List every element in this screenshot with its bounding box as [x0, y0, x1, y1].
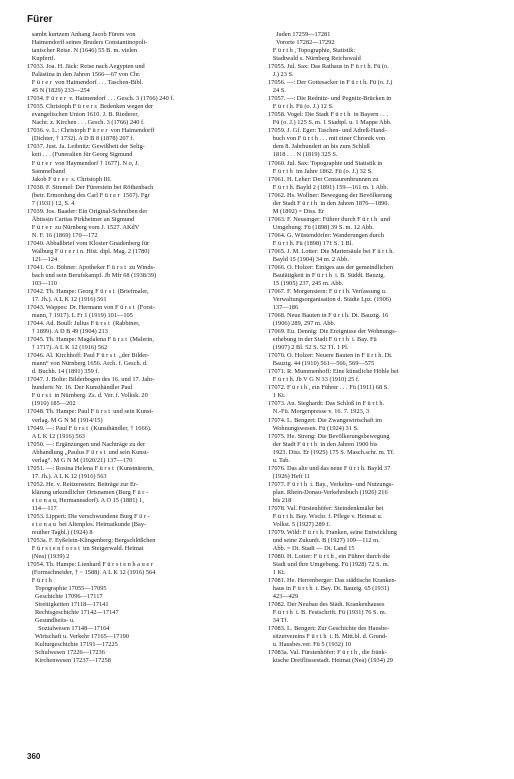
- bibliography-entry: 17083a. Val. Fürstenhöfer: F ü r t h , die fränk- kische Dreiflüssestadt. Heimat (Nea) (1934) 29: [268, 649, 393, 665]
- bibliography-entry: 17049. —: Paul F ü r s t (Kunsthändler, † 1666). A L K 12 (1916) 563: [27, 424, 152, 440]
- bibliography-entry: 17072. F ü r t h , ein Führer . . . Fü (1911) 68 S. 1 Kt.: [268, 384, 389, 400]
- bibliography-entry: 17055. Jul. Sax: Das Rathaus in F ü r t h. Fü (o. J.) 23 S.: [268, 63, 389, 79]
- bibliography-entry: 17053a. F. Eyßelein-Klingenberg: Bergschlößchen F ü r s t e n f o r s t im Steigerwald. Heimat (Nea) (1939) 2: [27, 536, 156, 561]
- bibliography-entry: 17073. Au. Sieghardt: Das Schloß in F ü r t h. N.-Fü. Morgenpresse v. 16. 7. 1923, 3: [268, 400, 385, 416]
- running-head: Fürer: [27, 14, 53, 25]
- left-column: [27, 31, 259, 665]
- bibliography-entry: 17053. Lippert: Die verschwundene Burg F ü r - s t e n a u bei Altenplos. Heimatkunde (Bay- reuther Tagbl.) (1924) 8: [27, 512, 150, 536]
- bibliography-entry: 17048. Th. Hampe: Paul F ü r s t und sein Kunst- verlag. M G N M (1914/15): [27, 408, 154, 424]
- bibliography-entry: Juden 17259—17281 Vororte 17282—17292 F ü r t h , Topographie, Statistik: Stadtwald s. Nürnberg Reichswald: [272, 31, 361, 63]
- page-number: 360: [27, 752, 41, 761]
- right-column: [268, 31, 500, 665]
- bibliography-entry: 17059. J. Gf. Eger: Taschen- und Adreß-Hand- buch von F ü r t h . . . mit einer Chronik von dem 8. Jahrhundert an bis zum Schluß 1818 . . . N (1819) 325 S.: [268, 127, 387, 159]
- bibliography-entry: 17074. L. Bengert: Die Zwangswirtschaft im Wohnungswesen. Fü (1924) 31 S.: [268, 416, 382, 432]
- bibliography-entry: 17070. O. Holzer: Neuere Bauten in F ü r t h. Dt. Bauztg. 44 (1910) 561—566, 569—575: [268, 352, 393, 368]
- bibliography-entry: 17043. Wappes: Dr. Hermann von F ü r s t (Forst- mann, † 1917). L Fr 1 (1919) 101—105: [27, 304, 155, 320]
- bibliography-entry: 17063. F. Neusinger: Führer durch F ü r t h und Umgebung. Fü (1898) 39 S. m. 12 Abb.: [268, 215, 390, 231]
- bibliography-entry: 17058. Vogel: Die Stadt F ü r t h in Bayern . . . Fü (o. J.) 125 S. m. 1 Stadtpl. u. 1 Mappe Abb.: [268, 111, 392, 127]
- bibliography-entry: 17054. Th. Hampe: Lienhard F ü r s t e n h a u e r (Formschneider, † ~ 1588). A L K 12 (1916) 564 F ü r t h: [27, 561, 156, 585]
- bibliography-entry: 17046. Al. Kirchhoff: Paul F ü r s t „der Bilder- mann“ von Nürnberg 1656. Arch. f. Gesch. d. d. Buchh. 14 (1891) 359 f.: [27, 352, 150, 376]
- bibliography-entry: 17051. —: Rosina Helena F ü r s t (Kunstnärerin, 17. Jh.). A L K 12 (1916) 563: [27, 464, 154, 480]
- bibliography-entry: 17077. F ü r t h i. Bay., Verkehrs- und Nutzungs- plan. Rhein-Donau-Verkehrsbuch (1926) 216 bis 218: [268, 480, 394, 504]
- bibliography-entry: 17081. He. Herrenberger: Das städtische Kranken- haus in F ü r t h i. Bay. Dt. Bauztg. 65 (1931) 423—429: [268, 577, 397, 601]
- bibliography-entry: 17036. v. L.: Christoph F ü r e r von Haimendorff (Dichter, † 1732). A D B 8 (1878) 207 f.: [27, 127, 155, 143]
- bibliography-entry: 17075. He. Streng: Die Bevölkerungsbewegung der Stadt F ü r t h in den Jahren 1900 bis 1923. Diss. Er (1925) 175 S. Masch.schr. m. Tf. u. Tab.: [268, 432, 395, 464]
- bibliography-entry: 17062. Hs. Wollner: Bewegung der Bevölkerung der Stadt F ü r t h in den Jahren 1876—1890. M (1892) = Diss. Er: [268, 191, 392, 215]
- bibliography-entry: 17045. Th. Hampe: Magdalena F ü r s t (Malerin, † 1717). A L K 12 (1916) 562: [27, 336, 154, 352]
- bibliography-entry: 17064. G. Wüstendörfer: Wanderungen durch F ü r t h. Fü (1898) 171 S. 1 Bl.: [268, 231, 384, 247]
- bibliography-entry: 17038. F. Stremel: Der Fürerstein bei Röthenbach (betr. Ermordung des Carl F ü r e r 1567). Fgr 7 (1931) 12, S. 4: [27, 183, 154, 207]
- bibliography-entry: 17050. —: Ergänzungen und Nachträge zu der Abhandlung „Paulus F ü r s t und sein Kunst- verlag“. M G N M (1920/21) 137—170: [27, 440, 149, 464]
- bibliography-entry: 17034. F ü r e r v. Haimendorf . . . Gesch. 3 (1766) 240 f.: [27, 95, 175, 103]
- bibliography-entry: 17042. Th. Hampe: Georg F ü r s t (Briefmaler, 17. Jh.). A L K 12 (1916) 561: [27, 288, 149, 304]
- bibliography-entry: 17056. —: Der Gottesacker in F ü r t h. Fü (o. J.) 24 S.: [268, 79, 393, 95]
- bibliography-entry: 17082. Der Neubau des Städt. Krankenhauses F ü r t h i. B. Festschrift. Fü (1931) 76 S. m. 34 Tf.: [268, 601, 387, 625]
- bibliography-entry: 17076. Das alte und das neue F ü r t h. Bayld 37 (1926) Heft 11: [268, 464, 391, 480]
- bibliography-entry: 17035. Christoph F ü r e r s Bedenken wegen der evangelischen Union 1610. J. B. Riederer, Nachr. z. Kirchen . . . Gesch. 3 (1766) 240 f.: [27, 103, 154, 127]
- bibliography-entry: 17066. O. Holzer: Einiges aus der gemeindlichen Bautätigkeit in F ü r t h i. B. Süddt. Bauztg. 15 (1905) 237, 245 m. Abb.: [268, 263, 394, 287]
- bibliography-entry: 17069. Eu. Dennig: Die Ereignisse der Wohnungs- erhebung in der Stadt F ü r t h i. Bay. Fü (1907) 2 Bl. 52 S. 52 Tf. 1 Pl.: [268, 328, 397, 352]
- bibliography-entry: 17040. Abbaßbrief vom Kloster Gnadenberg für Walburg F ü r e r i n. Hist. dipl. Mag. 2 (1780) 121—124: [27, 239, 150, 263]
- bibliography-entry: 17044. Ad. Boull: Julius F ü r s t (Rabbiner, † 1899). A D B 49 (1904) 213: [27, 320, 140, 336]
- bibliography-entry: 17039. Jos. Baader: Ein Original-Schreiben der Äbtissin Caritas Pirkheimer an Sigmund F ü r e r zu Nürnberg vom J. 1527. AKdV N. F. 16 (1869) 170—172: [27, 207, 148, 239]
- bibliography-entry: 17057. —: Die Rednitz- und Pegnitz-Brücken in F ü r t h. Fü (o. J.) 12 S.: [268, 95, 392, 111]
- bibliography-entry: 17079. Wild: F ü r t h. Franken, seine Entwicklung und seine Zukunft. B (1927) 109—112 m. Abb. = Dt. Stadt — Dt. Land 15: [268, 528, 397, 552]
- bibliography-entry: 17047. J. Bolte: Bilderbogen des 16. und 17. Jahr- hunderts Nr. 16. Der Kunsthändler Paul F ü r s t in Nürnberg. Zs. d. Ver. f. Volksk. 20 (1910) 185—202: [27, 376, 155, 408]
- bibliography-entry: 17078. Val. Fürstenhöfer: Steindenkmäler bei F ü r t h. Bay. Wschr. f. Pflege v. Heimat u. Volkst. 5 (1927) 289 f.: [268, 504, 384, 528]
- bibliography-entry: 17068. Neue Bauten in F ü r t h. Dt. Bauztg. 16 (1906) 289, 297 m. Abb.: [268, 312, 389, 328]
- bibliography-entry: 17065. J. M. Lotter: Die Martersäule bei F ü r t h. Bayld 15 (1904) 34 m. 2 Abb.: [268, 247, 394, 263]
- bibliography-entry: 17033. Joa. H. Jäck: Reise nach Aegypten und Palästina in den Jahren 1566—67 von Chr. F ü r e r von Haimendorf . . . Taschen-Bibl. 45 N (1829) 233—254: [27, 63, 145, 95]
- bibliography-entry: 17061. H. Leher: Der Centaurenbrunnen zu F ü r t h. Bayld 2 (1891) 159—161 m. 1 Abb.: [268, 175, 389, 191]
- bibliography-entry: 17060. Jul. Sax: Topographie und Statistik in F ü r t h im Jahre 1862. Fü (o. J.) 32 S.: [268, 159, 383, 175]
- bibliography-entry: 17052. He. v. Reitzenstein: Beiträge zur Er- klärung urkundlicher Ortsnamen (Burg F ü r - s t e n a u, Hermannsdorf). A O 15 (1881) 1, 114—117: [27, 480, 149, 512]
- bibliography-entry: Topographie 17055—17095 Geschichte 17096—17117 Streitigkeiten 17118—17141 Rechtsgeschichte 17142—17147 Gesundheits- u. Sozialwesen 17148—17164 Wirtschaft u. Verkehr 17165—17190 Kulturgeschichte 17191—17225 Schulwesen 17226—17236 Kirchenwesen 17237—17258: [34, 585, 129, 665]
- bibliography-entry: sambt kurtzem Anhang Jacob Fürers von Haimendorff seines Bruders Constantinopoli- tanischer Reise. N (1646) 55 B. m. vielen Kupfertf.: [31, 31, 148, 63]
- bibliography-entry: 17083. L. Bengert: Zur Geschichte des Hausbe- sitzervereins F ü r t h i. B. Mitt.bl. d. Grund- u. Hausbes.ver. Fü 5 (1932) 10: [268, 625, 390, 649]
- bibliography-entry: 17080. H. Lotter: F ü r t h , ein Führer durch die Stadt und ihre Umgebung. Fü (1928) 72 S. m. 1 Kt.: [268, 553, 391, 577]
- bibliography-entry: 17067. F. Morgenstern: F ü r t h. Verfassung u. Verwaltungsorganisation d. Städte Lpz. (1906) 137—186: [268, 288, 392, 312]
- bibliography-entry: 17041. Co. Böhner: Apotheker F ü r s t zu Winds- bach und sein Berufskampf. Jb Mfr 68 (1938/39) 103—110: [27, 263, 157, 287]
- bibliography-entry: 17037. Just. Ja. Leibnitz: Gewißheit der Selig- keit . . . (Funeralien für Georg Sigmund F ü r e r von Haymendorf † 1677). N o, J. Sammelband Jakob F ü r e r s. Christoph III.: [27, 143, 145, 183]
- bibliography-entry: 17071. R. Mummenhoff: Eine künstliche Höhle bei F ü r t h. Jb V G N 33 (1910) 25 f.: [268, 368, 399, 384]
